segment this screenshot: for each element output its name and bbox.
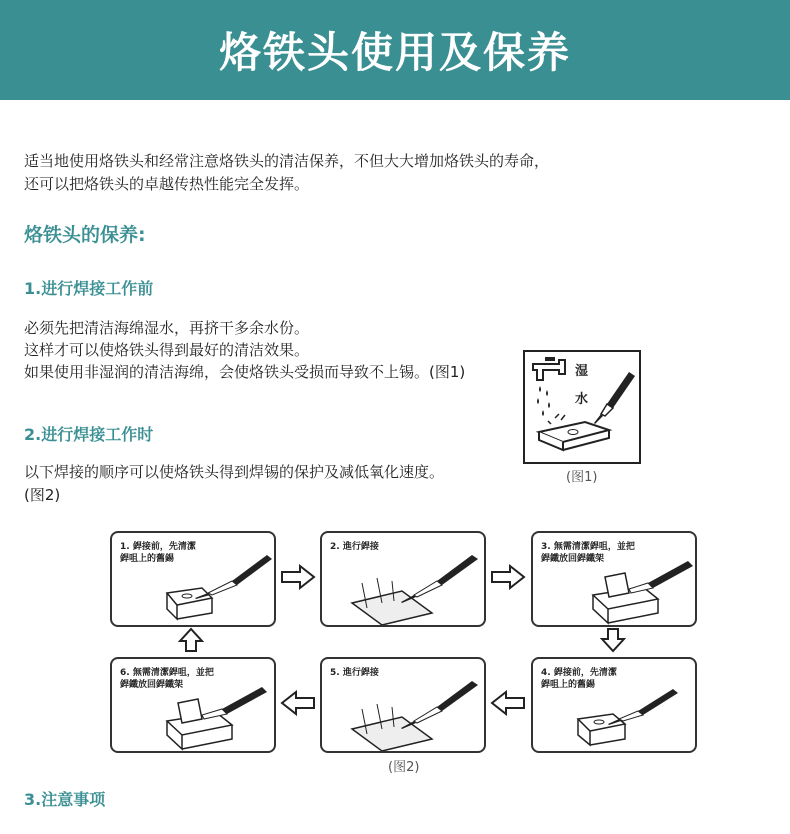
step-3-label: 3. 無需清潔銲咀，並把 銲鐵放回銲鐵架 [541, 542, 635, 564]
section1-line-1: 必须先把清洁海绵湿水，再挤干多余水份。 [24, 319, 310, 337]
section2-heading: 2.进行焊接工作时 [24, 425, 154, 444]
header-banner [0, 0, 790, 100]
maintenance-heading: 烙铁头的保养: [24, 224, 146, 246]
step-5-panel [320, 657, 486, 753]
section1-heading: 1.进行焊接工作前 [24, 279, 154, 298]
intro-line-1: 适当地使用烙铁头和经常注意烙铁头的清洁保养，不但大大增加烙铁头的寿命， [24, 152, 550, 170]
soldering-board-drawing [322, 533, 484, 625]
step-4-label: 4. 銲接前，先清潔 銲咀上的舊錫 [541, 668, 617, 690]
step-4-panel [531, 657, 697, 753]
step-2-label: 2. 進行銲接 [330, 542, 379, 552]
section1-line-2: 这样才可以使烙铁头得到最好的清洁效果。 [24, 341, 310, 359]
step-2-panel [320, 531, 486, 627]
section2-line-1: 以下焊接的顺序可以使烙铁头得到焊锡的保护及减低氧化速度。 [24, 463, 445, 481]
page-title: 烙铁头使用及保养 [218, 28, 571, 77]
step-6-label: 6. 無需清潔銲咀，並把 銲鐵放回銲鐵架 [120, 668, 214, 690]
figure1-label-top: 湿 [575, 364, 589, 379]
arrow-right-icon [280, 564, 316, 590]
arrow-left-icon [490, 690, 526, 716]
iron-cleaning-drawing [112, 533, 274, 625]
step-1-panel [110, 531, 276, 627]
arrow-up-icon [178, 627, 204, 653]
arrow-right-icon [490, 564, 526, 590]
iron-stand-drawing-2 [112, 659, 274, 751]
section3-heading: 3.注意事项 [24, 790, 106, 809]
step-6-panel [110, 657, 276, 753]
iron-cleaning-drawing-2 [533, 659, 695, 751]
iron-stand-drawing [533, 533, 695, 625]
step-5-label: 5. 進行銲接 [330, 668, 379, 678]
arrow-down-icon [600, 627, 626, 653]
figure1-label-bottom: 水 [575, 392, 589, 407]
figure2-caption: (图2) [388, 760, 420, 775]
step-3-panel [531, 531, 697, 627]
step-1-label: 1. 銲接前，先清潔 銲咀上的舊錫 [120, 542, 196, 564]
soldering-board-drawing-2 [322, 659, 484, 751]
section1-line-3: 如果使用非湿润的清洁海绵，会使烙铁头受损而导致不上锡。(图1) [24, 363, 466, 381]
figure1-caption: (图1) [566, 470, 598, 485]
figure1-illustration [523, 350, 641, 464]
section2-line-2: (图2) [24, 486, 61, 504]
arrow-left-icon [280, 690, 316, 716]
intro-line-2: 还可以把烙铁头的卓越传热性能完全发挥。 [24, 175, 310, 193]
